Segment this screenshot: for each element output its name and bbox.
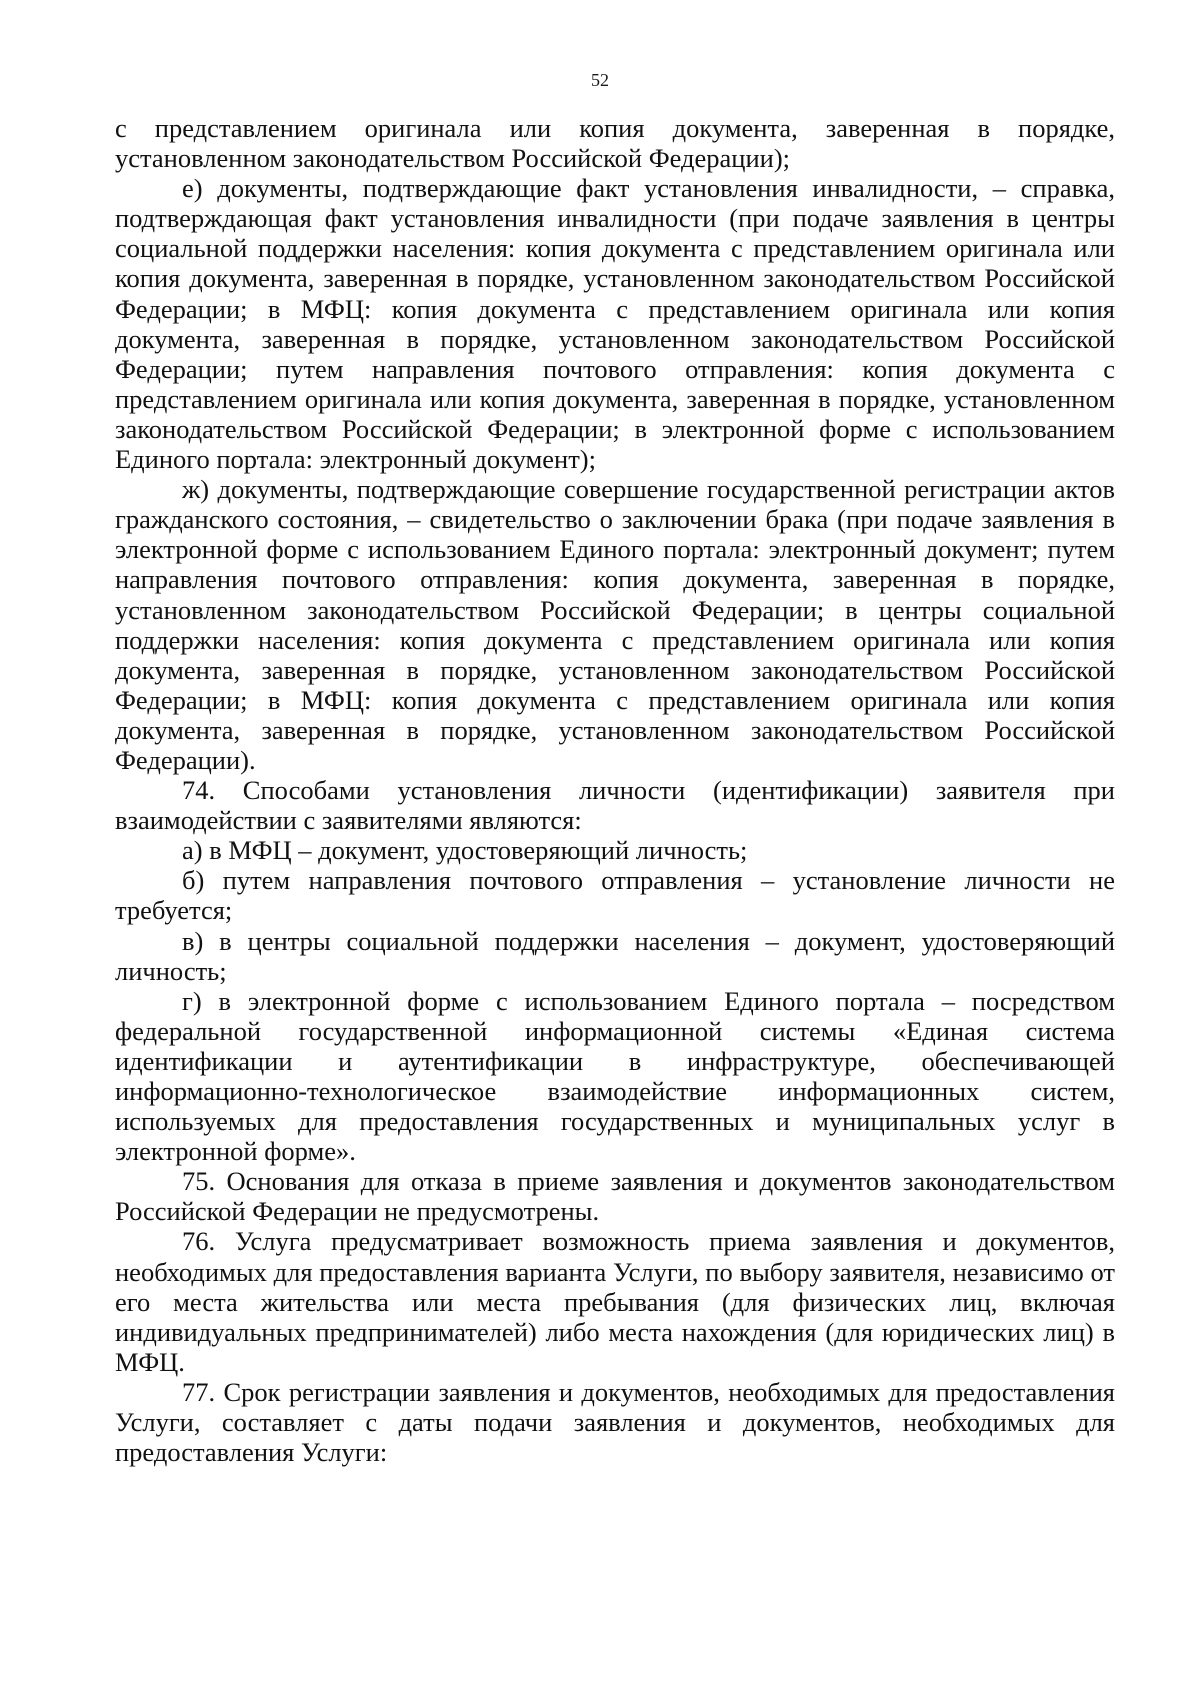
- document-body: [115, 113, 1115, 1467]
- paragraph-continuation: с представлением оригинала или копия документа, заверенная в порядке, установленном законодательством Российской Федерации);: [115, 113, 1115, 174]
- paragraph-75: 75. Основания для отказа в приеме заявления и документов законодательством Российской Федерации не предусмотрены.: [115, 1166, 1115, 1227]
- paragraph-76: 76. Услуга предусматривает возможность приема заявления и документов, необходимых для предоставления варианта Услуги, по выбору заявителя, независимо от его места жительства или места пребывания (для физических лиц, включая индивидуальных предпринимателей) либо места нахождения (для юридических лиц) в МФЦ.: [115, 1226, 1115, 1377]
- page-number: 52: [591, 70, 609, 90]
- paragraph-74: 74. Способами установления личности (идентификации) заявителя при взаимодействии с заявителями являются:: [115, 775, 1115, 836]
- paragraph-74-v: в) в центры социальной поддержки населения – документ, удостоверяющий личность;: [115, 925, 1115, 986]
- paragraph-item-e: е) документы, подтверждающие факт установления инвалидности, – справка, подтверждающая факт установления инвалидности (при подаче заявления в центры социальной поддержки населения: копия документа с представлением оригинала или копия документа, заверенная в порядке, установленном законодательством Российской Федерации; в МФЦ: копия документа с представлением оригинала или копия документа, заверенная в порядке, установленном законодательством Российской Федерации; путем направления почтового отправления: копия документа с представлением оригинала или копия документа, заверенная в порядке, установленном законодательством Российской Федерации; в электронной форме с использованием Единого портала: электронный документ);: [115, 173, 1115, 475]
- paragraph-74-b: б) путем направления почтового отправления – установление личности не требуется;: [115, 865, 1115, 926]
- paragraph-74-a: а) в МФЦ – документ, удостоверяющий личность;: [182, 835, 748, 866]
- paragraph-item-zh: ж) документы, подтверждающие совершение государственной регистрации актов гражданского состояния, – свидетельство о заключении брака (при подаче заявления в электронной форме с использованием Единого портала: электронный документ; путем направления почтового отправления: копия документа, заверенная в порядке, установленном законодательством Российской Федерации; в центры социальной поддержки населения: копия документа с представлением оригинала или копия документа, заверенная в порядке, установленном законодательством Российской Федерации; в МФЦ: копия документа с представлением оригинала или копия документа, заверенная в порядке, установленном законодательством Российской Федерации).: [115, 474, 1115, 775]
- paragraph-74-g: г) в электронной форме с использованием Единого портала – посредством федеральной государственной информационной системы «Единая система идентификации и аутентификации в инфраструктуре, обеспечивающей информационно-технологическое взаимодействие информационных систем, используемых для предоставления государственных и муниципальных услуг в электронной форме».: [115, 985, 1115, 1167]
- paragraph-77: 77. Срок регистрации заявления и документов, необходимых для предоставления Услуги, составляет с даты подачи заявления и документов, необходимых для предоставления Услуги:: [115, 1376, 1115, 1468]
